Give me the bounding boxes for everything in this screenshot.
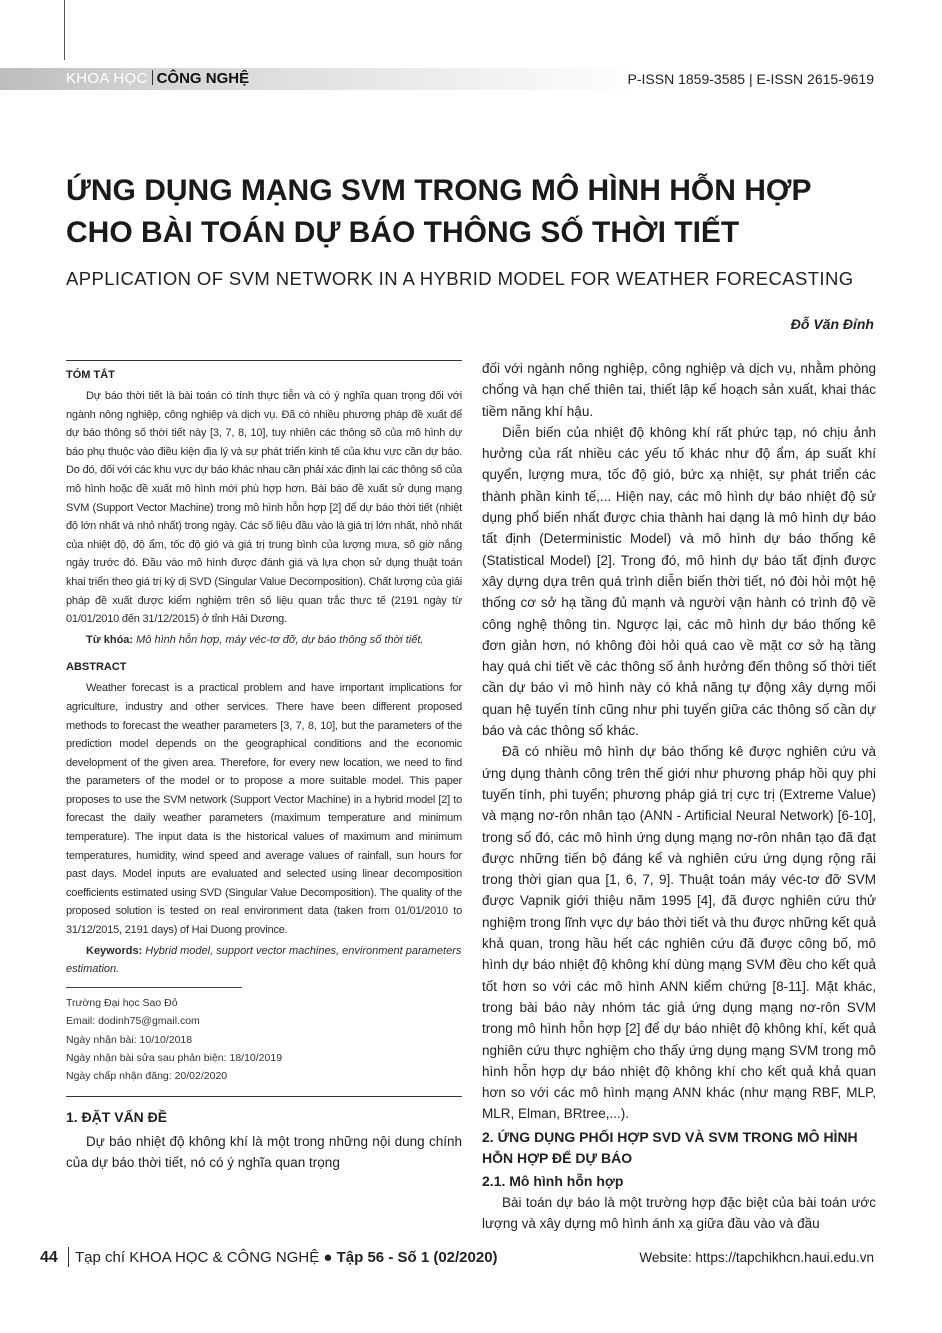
abstract-vi-text: Dự báo thời tiết là bài toán có tính thực tiễn và có ý nghĩa quan trọng đối với ngành nông nghiệp, công nghiệp và dịch vụ. Đã có nhiều phương pháp đề xuất để dự báo thông số thời tiết này [3, 7, 8, 10], tuy nhiên các thông số của mô hình dự báo phụ thuộc vào điều kiện địa lý và sự phát triển kinh tế của khu vực cần dự báo. Do đó, đối với các khu vực dự báo khác nhau cần phải xác định lại các thông số của mô hình hoặc đề xuất mô hình mới phù hợp hơn. Bài báo đề xuất sử dụng mạng SVM (Support Vector Machine) trong mô hình hỗn hợp [2] để dự báo thời tiết (nhiệt độ lớn nhất và nhỏ nhất) trong ngày. Các số liệu đầu vào là giá trị lớn nhất, nhỏ nhất của nhiệt độ, độ ẩm, tốc độ gió và giá trị trung bình của lượng mưa, số giờ nắng ngày trước đó. Đầu vào mô hình được đánh giá và lựa chọn sử dụng thuật toán khai triển theo giá trị kỳ dị SVD (Singular Value Decomposition). Chất lượng của giải pháp đề xuất được kiểm nghiệm trên số liệu quan trắc thực tế (2191 ngày từ 01/01/2010 đến 31/12/2015) ở tỉnh Hải Dương.: [66, 390, 462, 626]
keywords-en-label: Keywords:: [86, 944, 143, 957]
section-2-paragraph-1: Bài toán dự báo là một trường hợp đặc biệt của bài toán ước lượng và xây dựng mô hình ánh xạ giữa đầu vào và đầu: [482, 1194, 876, 1231]
date-revised: Ngày nhận bài sửa sau phản biện: 18/10/2019: [66, 1052, 283, 1065]
section-2-heading: 2. ỨNG DỤNG PHỐI HỢP SVD VÀ SVM TRONG MÔ HÌNH HỖN HỢP ĐỂ DỰ BÁO: [482, 1128, 858, 1166]
keywords-vi-text: Mô hình hỗn hợp, máy véc-tơ đỡ, dự báo thông số thời tiết.: [133, 633, 424, 646]
section-label-light: KHOA HỌC: [66, 70, 148, 87]
section-divider: [152, 70, 153, 85]
journal-name: KHOA HỌC & CÔNG NGHỆ: [129, 1249, 320, 1266]
page-number: 44: [40, 1249, 58, 1266]
keywords-en: [66, 942, 462, 979]
abstract-en-text: Weather forecast is a practical problem and have important implications for agriculture, industry and other services. There have been different proposed methods to forecast the weather parameters [3, 7, 8, 10], but the parameters of the prediction model depends on the geographical conditions and the economic development of the given area. Therefore, for every new location, we need to find the parameters of the model or to propose a more suitable model. This paper proposes to use the SVM network (Support Vector Machine) in a hybrid model [2] to forecast the daily weather parameters (maximum temperature and minimum temperature). The input data is the historical values of maximum and minimum temperatures, humidity, wind speed and average values of rainfall, sun hours for past days. Model inputs are evaluated and selected using linear decomposition coefficients estimated using SVD (Singular Value Decomposition). The quality of the proposed solution is tested on real environment data (taken from 01/01/2010 to 31/12/2015, 2191 days) of Hai Duong province.: [66, 682, 462, 937]
date-accepted: Ngày chấp nhận đăng: 20/02/2020: [66, 1070, 228, 1083]
footer-divider: [68, 1247, 69, 1267]
journal-section-label: [66, 70, 249, 88]
section-1-paragraph-1-start: Dự báo nhiệt độ không khí là một trong những nội dung chính của dự báo thời tiết, nó có ý nghĩa quan trọng: [66, 1133, 462, 1171]
section-2-1-heading: 2.1. Mô hình hỗn hợp: [482, 1172, 624, 1189]
journal-prefix: Tạp chí: [75, 1249, 130, 1266]
abstract-vi-heading: TÓM TẮT: [66, 369, 115, 381]
issn-info: P-ISSN 1859-3585 | E-ISSN 2615-9619: [627, 71, 874, 87]
keywords-en-text: Hybrid model, support vector machines, environment parameters estimation.: [66, 944, 462, 976]
abstract-en-heading: ABSTRACT: [66, 661, 127, 674]
section-1-paragraph-1-end: đối với ngành nông nghiệp, công nghiệp và dịch vụ, nhằm phòng chống và hạn chế thiên tai, thiết lập kế hoạch sản xuất, khai thác tiềm năng khí hậu.: [482, 361, 876, 419]
affiliation: Trường Đại học Sao Đỏ: [66, 996, 178, 1009]
article-title-english: APPLICATION OF SVM NETWORK IN A HYBRID MODEL FOR WEATHER FORECASTING: [66, 268, 854, 289]
journal-info: [75, 1249, 498, 1266]
journal-issue: ● Tập 56 - Số 1 (02/2020): [319, 1249, 498, 1266]
article-title: ỨNG DỤNG MẠNG SVM TRONG MÔ HÌNH HỖN HỢP CHO BÀI TOÁN DỰ BÁO THÔNG SỐ THỜI TIẾT: [66, 174, 811, 249]
right-column: [482, 358, 876, 1234]
author-name: Đỗ Văn Đỉnh: [790, 316, 874, 332]
date-received: Ngày nhận bài: 10/10/2018: [66, 1033, 193, 1046]
corner-crop-line: [64, 0, 65, 60]
journal-website[interactable]: Website: https://tapchikhcn.haui.edu.vn: [639, 1250, 874, 1265]
keywords-vi: [66, 631, 462, 650]
section-label-bold: CÔNG NGHỆ: [156, 70, 250, 87]
abstract-top-rule: [66, 360, 462, 361]
left-column: [66, 360, 462, 1173]
keywords-vi-label: Từ khóa:: [86, 633, 134, 646]
info-rule: [66, 987, 242, 988]
section-1-paragraph-3: Đã có nhiều mô hình dự báo thống kê được nghiên cứu và ứng dụng thành công trên thế giới như phương pháp hồi quy phi tuyến tính, phi tuyến; phương pháp giá trị cực trị (Extreme Value) và mạng nơ-rôn nhân tạo (ANN - Artificial Neural Network) [6-10], trong số đó, các mô hình ứng dụng mạng nơ-rôn nhân tạo đã đạt được những tiến bộ đáng kể và nghiên cứu ứng dụng rộng rãi trong thời gian qua [1, 6, 7, 9]. Thuật toán máy véc-tơ đỡ SVM được Vapnik giới thiệu năm 1995 [4], đã được nghiên cứu thử nghiệm trong lĩnh vực dự báo thời tiết và thu được những kết quả khả quan, trong hầu hết các nghiên cứu đã được công bố, mô hình dự báo nhiệt độ không khí dùng mạng SVM đều cho kết quả tốt hơn so với các mô hình ANN kiểm chứng [8-11]. Mặt khác, trong bài báo này nhóm tác giả ứng dụng mạng nơ-rôn SVM trong mô hình hỗn hợp [2] để dự báo nhiệt độ không khí, kết quả nghiên cứu thực nghiệm cho thấy ứng dụng mạng SVM trong mô hình hỗn hợp dự báo nhiệt độ không khí cho kết quả khả quan hơn so với các mô hình mạng ANN khác (như mạng RBF, MLP, MLR, Elman, BRtree,...).: [482, 744, 876, 1122]
abstract-bottom-rule: [66, 1096, 462, 1097]
section-1-paragraph-2: Diễn biến của nhiệt độ không khí rất phức tạp, nó chịu ảnh hưởng của rất nhiều các yếu tố khác như độ ẩm, áp suất khí quyển, lượng mưa, tốc độ gió, bức xạ nhiệt, sự phát triển các thành phần kinh tế,... Hiện nay, các mô hình dự báo nhiệt độ sử dụng phổ biến nhất được chia thành hai dạng là mô hình dự báo tất định (Deterministic Model) và mô hình dự báo thống kê (Statistical Model) [2]. Trong đó, mô hình dự báo tất định được xây dựng dựa trên quá trình diễn biến thời tiết, nó đòi hỏi một hệ thống cơ sở hạ tầng đủ mạnh và người vận hành có trình độ về công nghệ thông tin. Ngược lại, các mô hình dự báo thống kê đơn giản hơn, nó không đòi hỏi quá cao về mặt cơ sở hạ tầng hay quá chi tiết về các thông số ảnh hưởng đến thông số thời tiết cần dự báo vì mô hình này có khả năng tự động xây dựng mối quan hệ tuyến tính cũng như phi tuyến giữa các thông số cần dự báo và các thông số khác.: [482, 424, 876, 739]
section-1-heading: 1. ĐẶT VẤN ĐỀ: [66, 1108, 168, 1125]
author-email[interactable]: Email: dodinh75@gmail.com: [66, 1015, 200, 1028]
